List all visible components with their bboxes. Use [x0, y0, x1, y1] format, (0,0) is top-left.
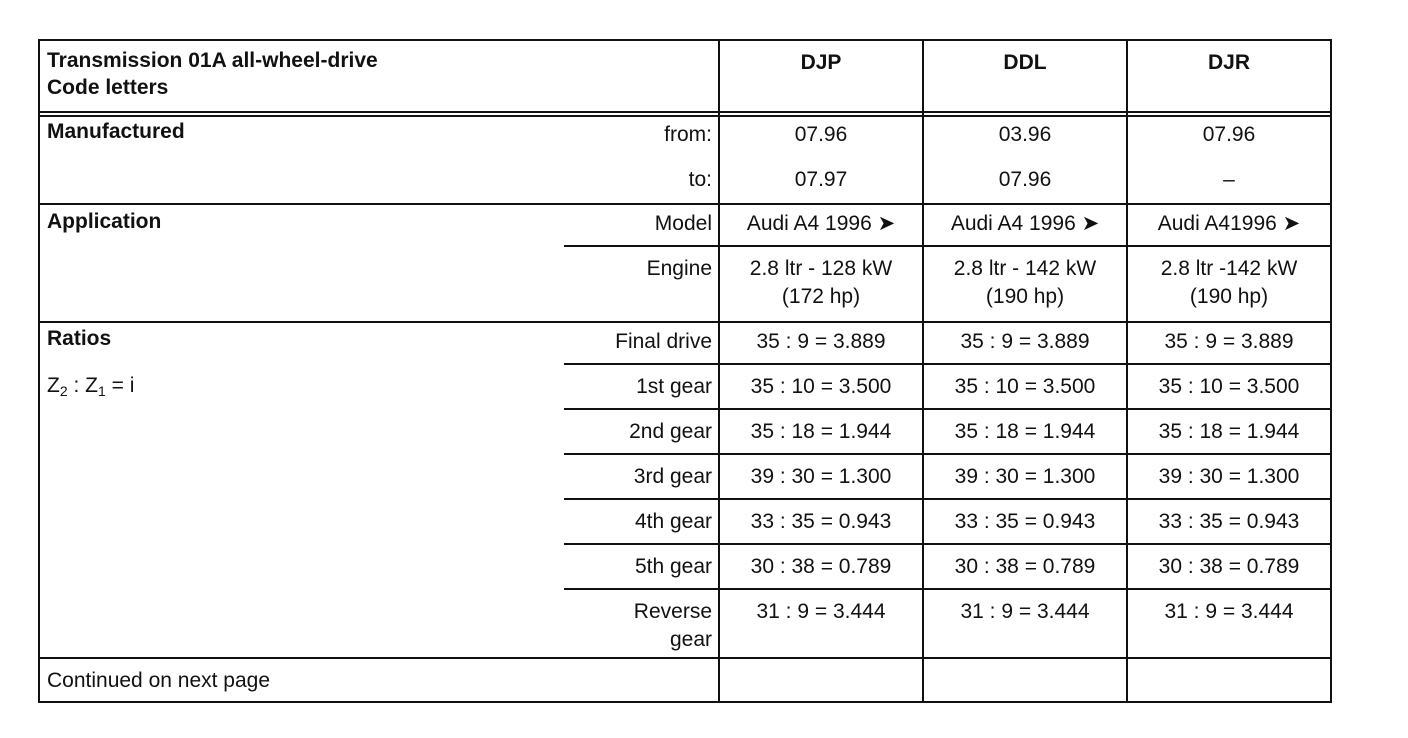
ratio-row-label: 5th gear: [634, 555, 712, 578]
to-djp: 07.97: [794, 168, 848, 191]
reverse-label-2: gear: [669, 628, 712, 651]
row-divider: [564, 363, 1330, 365]
to-label: to:: [688, 168, 712, 191]
reverse-label-1: Reverse: [633, 600, 712, 623]
ratio-formula: $Z_2$ : $Z_1 = i$: [47, 374, 135, 399]
row-divider: [564, 588, 1330, 590]
ratio-value-djp: 33 : 35 = 0.943: [750, 510, 892, 533]
manufactured-label: Manufactured: [47, 120, 185, 143]
code-djr: DJR: [1207, 51, 1250, 74]
ratio-value-ddl: 35 : 18 = 1.944: [954, 420, 1096, 443]
ratio-value-ddl: 39 : 30 = 1.300: [954, 465, 1096, 488]
ratio-row-label: 1st gear: [636, 375, 712, 398]
code-djp: DJP: [800, 51, 842, 74]
ratio-value-djr: 35 : 9 = 3.889: [1164, 330, 1294, 353]
from-djp: 07.96: [794, 123, 848, 146]
ratio-value-ddl: 35 : 9 = 3.889: [960, 330, 1090, 353]
engine-hp-ddl: (190 hp): [985, 285, 1065, 308]
engine-hp-djp: (172 hp): [781, 285, 861, 308]
reverse-ddl: 31 : 9 = 3.444: [960, 600, 1090, 623]
to-djr: –: [1223, 168, 1235, 191]
from-djr: 07.96: [1202, 123, 1256, 146]
ratio-value-djp: 30 : 38 = 0.789: [750, 555, 892, 578]
ratio-value-djp: 35 : 18 = 1.944: [750, 420, 892, 443]
header-divider: [40, 115, 1330, 117]
ratio-row-label: Final drive: [615, 330, 712, 353]
row-divider: [564, 543, 1330, 545]
ratio-value-djr: 30 : 38 = 0.789: [1158, 555, 1300, 578]
section-divider: [40, 657, 1330, 659]
header-divider: [40, 111, 1330, 113]
row-divider: [564, 408, 1330, 410]
model-ddl: Audi A4 1996 ➤: [950, 212, 1100, 235]
ratio-value-djp: 39 : 30 = 1.300: [750, 465, 892, 488]
reverse-djr: 31 : 9 = 3.444: [1164, 600, 1294, 623]
row-divider: [564, 245, 1330, 247]
ratio-value-ddl: 35 : 10 = 3.500: [954, 375, 1096, 398]
table-subtitle: Code letters: [47, 76, 169, 99]
ratio-value-ddl: 33 : 35 = 0.943: [954, 510, 1096, 533]
from-ddl: 03.96: [998, 123, 1052, 146]
row-divider: [564, 498, 1330, 500]
ratio-row-label: 2nd gear: [629, 420, 712, 443]
ratio-value-djp: 35 : 10 = 3.500: [750, 375, 892, 398]
ratio-row-label: 3rd gear: [633, 465, 712, 488]
model-djr: Audi A41996 ➤: [1157, 212, 1301, 235]
reverse-djp: 31 : 9 = 3.444: [756, 600, 886, 623]
ratio-value-djr: 35 : 10 = 3.500: [1158, 375, 1300, 398]
model-djp: Audi A4 1996 ➤: [746, 212, 896, 235]
transmission-spec-table: [38, 39, 1332, 703]
code-ddl: DDL: [1003, 51, 1047, 74]
table-title: Transmission 01A all-wheel-drive: [47, 49, 378, 72]
section-divider: [40, 203, 1330, 205]
to-ddl: 07.96: [998, 168, 1052, 191]
application-label: Application: [47, 210, 162, 233]
engine-label: Engine: [646, 257, 712, 280]
model-label: Model: [654, 212, 712, 235]
engine-power-djr: 2.8 ltr -142 kW: [1160, 257, 1298, 280]
ratio-value-djr: 39 : 30 = 1.300: [1158, 465, 1300, 488]
engine-hp-djr: (190 hp): [1189, 285, 1269, 308]
engine-power-ddl: 2.8 ltr - 142 kW: [953, 257, 1097, 280]
ratio-row-label: 4th gear: [634, 510, 712, 533]
ratio-value-djp: 35 : 9 = 3.889: [756, 330, 886, 353]
from-label: from:: [664, 123, 712, 146]
section-divider: [40, 321, 1330, 323]
ratio-value-ddl: 30 : 38 = 0.789: [954, 555, 1096, 578]
engine-power-djp: 2.8 ltr - 128 kW: [749, 257, 893, 280]
continued-note: Continued on next page: [47, 669, 271, 692]
ratio-value-djr: 35 : 18 = 1.944: [1158, 420, 1300, 443]
ratios-label: Ratios: [47, 327, 112, 350]
row-divider: [564, 453, 1330, 455]
ratio-value-djr: 33 : 35 = 0.943: [1158, 510, 1300, 533]
